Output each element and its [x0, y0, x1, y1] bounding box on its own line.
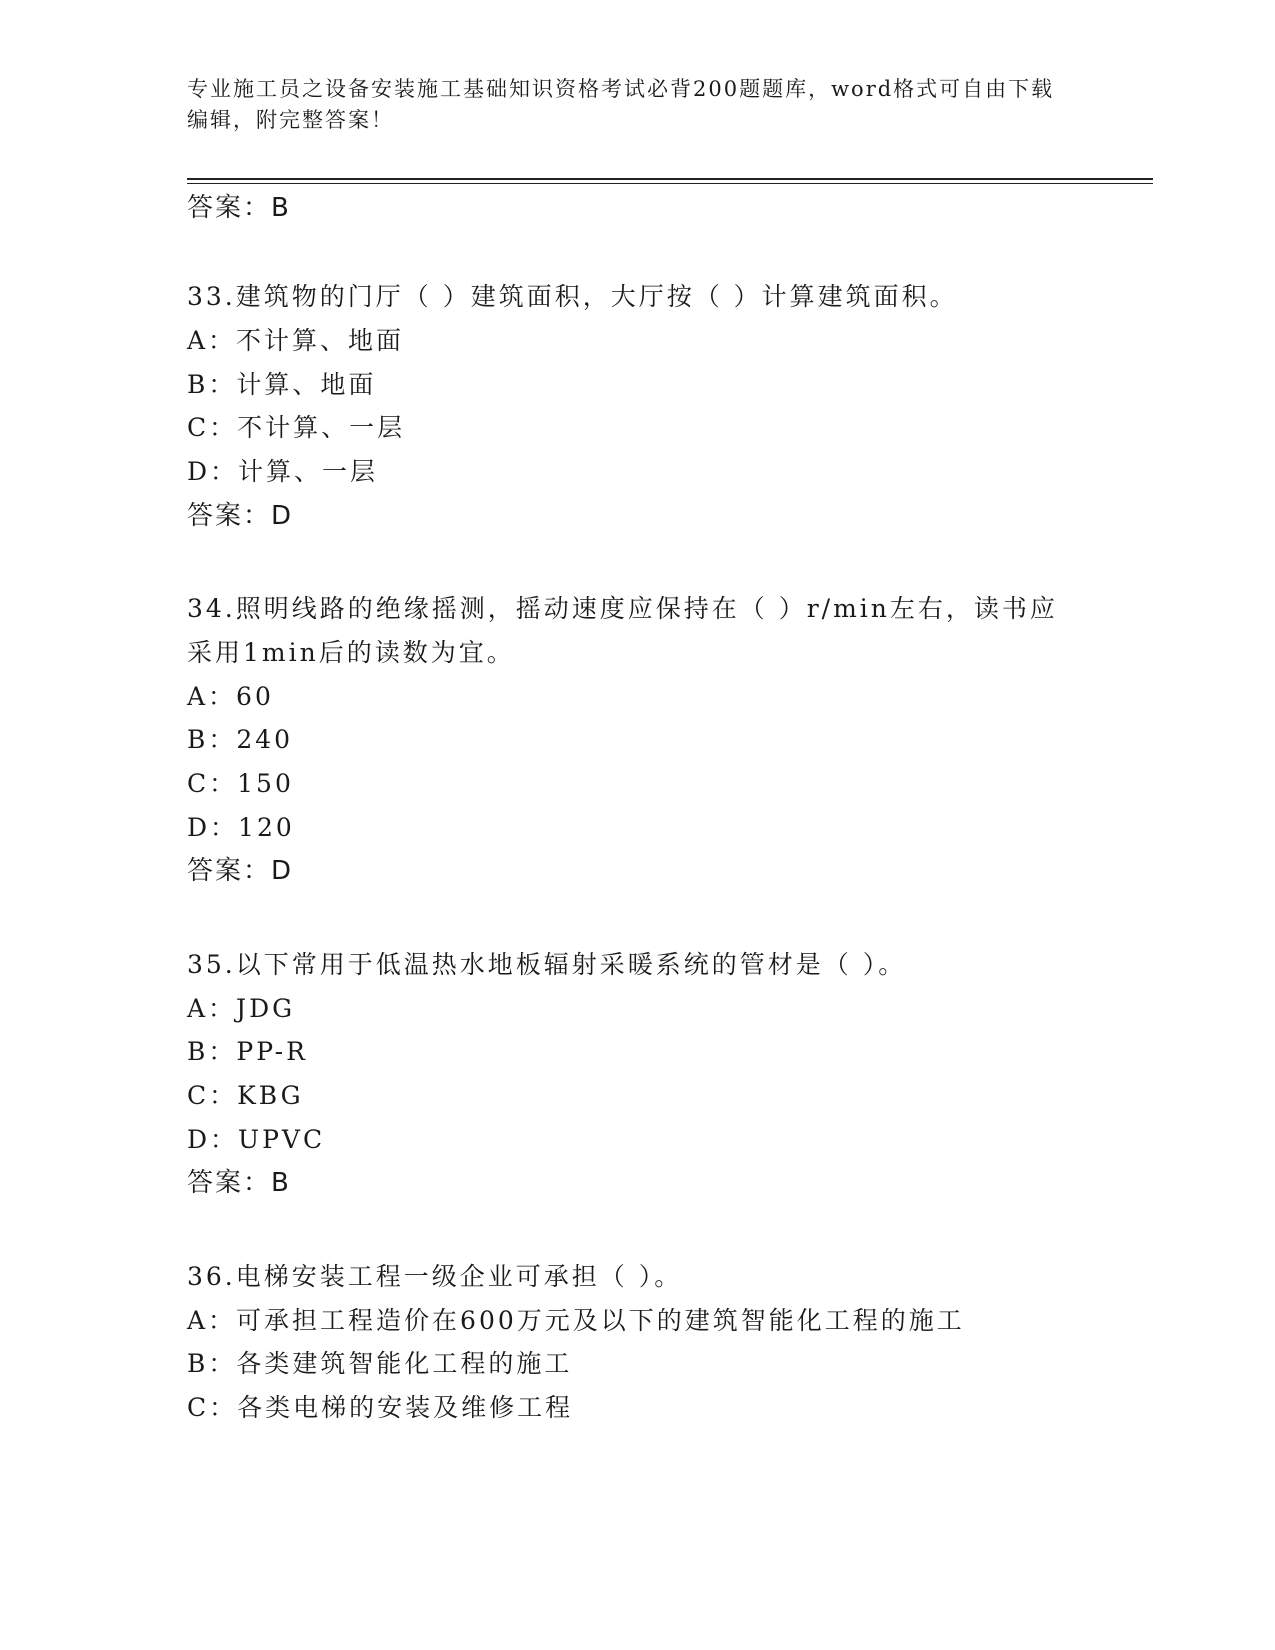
question-stem: 33.建筑物的门厅（ ）建筑面积，大厅按（ ）计算建筑面积。 [187, 282, 958, 311]
answer-line: 答案：D [187, 856, 294, 886]
option-c: C：不计算、一层 [187, 413, 406, 442]
option-d: D：UPVC [187, 1125, 326, 1154]
option-b: B：计算、地面 [187, 370, 377, 399]
question-stem-continued: 采用1min后的读数为宜。 [187, 638, 515, 667]
question-stem: 34.照明线路的绝缘摇测，摇动速度应保持在（ ）r/min左右，读书应 [187, 594, 1058, 623]
document-header: 专业施工员之设备安装施工基础知识资格考试必背200题题库，word格式可自由下载编辑，附完整答案！ [187, 77, 1055, 132]
header-divider-thick [187, 178, 1153, 180]
option-c: C：KBG [187, 1081, 304, 1110]
answer-line: 答案：B [187, 193, 291, 223]
option-d: D：120 [187, 813, 295, 842]
answer-line: 答案：B [187, 1168, 291, 1198]
header-divider-thin [187, 183, 1153, 184]
option-c: C：各类电梯的安装及维修工程 [187, 1393, 574, 1422]
option-b: B：各类建筑智能化工程的施工 [187, 1349, 573, 1378]
option-c: C：150 [187, 769, 294, 798]
option-a: A：JDG [187, 994, 296, 1023]
option-d: D：计算、一层 [187, 457, 379, 486]
option-b: B：PP-R [187, 1037, 308, 1066]
question-stem: 36.电梯安装工程一级企业可承担（ ）。 [187, 1262, 683, 1291]
question-stem: 35.以下常用于低温热水地板辐射采暖系统的管材是（ ）。 [187, 950, 907, 979]
option-a: A：可承担工程造价在600万元及以下的建筑智能化工程的施工 [187, 1306, 965, 1335]
option-b: B：240 [187, 725, 294, 754]
option-a: A：不计算、地面 [187, 326, 405, 355]
answer-line: 答案：D [187, 501, 294, 531]
option-a: A：60 [187, 682, 274, 711]
